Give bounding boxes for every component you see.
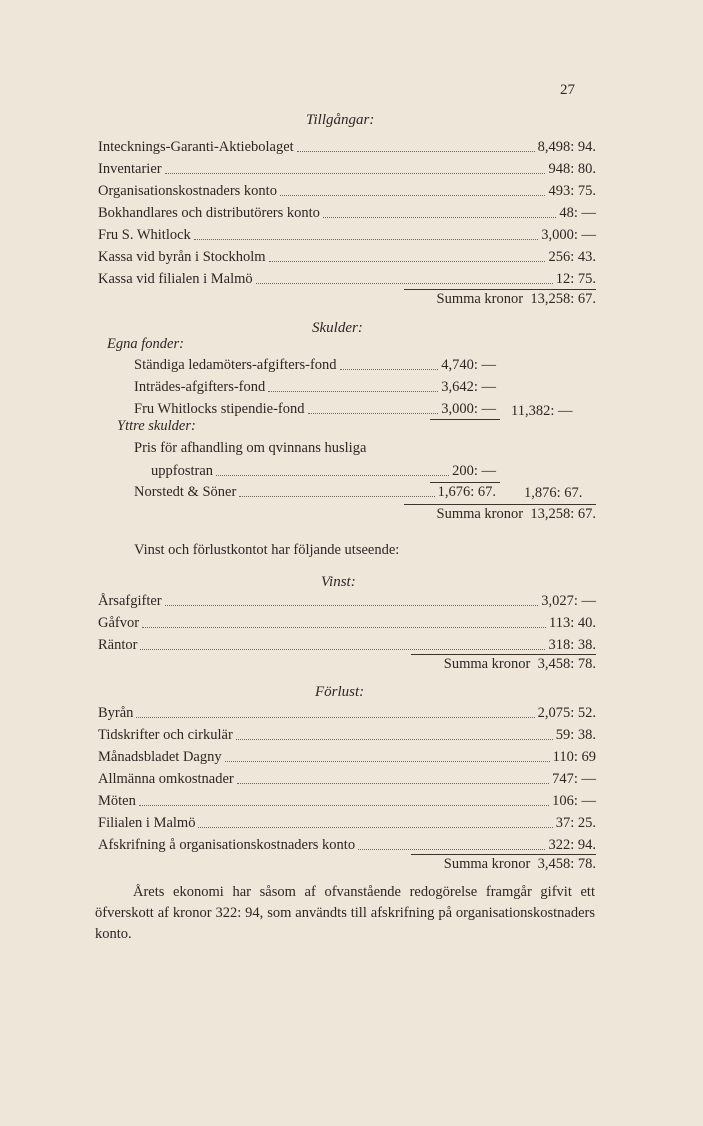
fund-row: Inträdes-afgifters-fond 3,642: — [134, 379, 496, 395]
page-number: 27 [560, 82, 575, 98]
yttre-skulder-total: 1,876: 67. [524, 485, 583, 501]
expense-row: Tidskrifter och cirkulär 59: 38. [98, 727, 596, 743]
expense-row: Allmänna omkostnader 747: — [98, 771, 596, 787]
expense-row: Afskrifning å organisationskostnaders konto 322: 94. [98, 837, 596, 853]
forlust-heading: Förlust: [315, 684, 365, 700]
income-row: Räntor 318: 38. [98, 637, 596, 653]
fund-subtotal-rule [430, 419, 500, 420]
expense-row: Byrån 2,075: 52. [98, 705, 596, 721]
debt-row: Norstedt & Söner 1,676: 67. [134, 484, 496, 500]
skulder-sum: Summa kronor 13,258: 67. [404, 504, 596, 523]
debt-row: uppfostran 200: — [151, 463, 496, 479]
closing-paragraph: Årets ekonomi har såsom af ofvanstående redogörelse framgår gifvit ett öfverskott af kronor 322: 94, som användts till afskrifning på organisationskostnaders konto. [95, 884, 595, 942]
fund-row: Ständiga ledamöters-afgifters-fond 4,740: — [134, 357, 496, 373]
asset-row: Inventarier 948: 80. [98, 161, 596, 177]
asset-row: Kassa vid filialen i Malmö 12: 75. [98, 271, 596, 287]
forlust-sum: Summa kronor 3,458: 78. [411, 854, 596, 873]
pris-label-line1: Pris för afhandling om qvinnans husliga [134, 440, 367, 456]
asset-row: Organisationskostnaders konto 493: 75. [98, 183, 596, 199]
asset-row: Fru S. Whitlock 3,000: — [98, 227, 596, 243]
expense-row: Möten 106: — [98, 793, 596, 809]
expense-row: Filialen i Malmö 37: 25. [98, 815, 596, 831]
asset-row: Bokhandlares och distributörers konto 48: — [98, 205, 596, 221]
asset-row: Intecknings-Garanti-Aktiebolaget 8,498: 94. [98, 139, 596, 155]
egna-fonder-heading: Egna fonder: [107, 336, 184, 352]
intro-line: Vinst och förlustkontot har följande utseende: [134, 542, 400, 558]
skulder-heading: Skulder: [312, 320, 363, 336]
fund-row: Fru Whitlocks stipendie-fond 3,000: — [134, 401, 496, 417]
vinst-heading: Vinst: [321, 574, 356, 590]
vinst-sum: Summa kronor 3,458: 78. [411, 654, 596, 673]
egna-fonder-total: 11,382: — [511, 403, 573, 419]
income-row: Gåfvor 113: 40. [98, 615, 596, 631]
tillgangar-heading: Tillgångar: [306, 112, 375, 128]
income-row: Årsafgifter 3,027: — [98, 593, 596, 609]
expense-row: Månadsbladet Dagny 110: 69 [98, 749, 596, 765]
yttre-skulder-heading: Yttre skulder: [117, 418, 196, 434]
tillgangar-sum: Summa kronor 13,258: 67. [404, 289, 596, 308]
debt-subtotal-rule [430, 482, 500, 483]
asset-row: Kassa vid byrån i Stockholm 256: 43. [98, 249, 596, 265]
